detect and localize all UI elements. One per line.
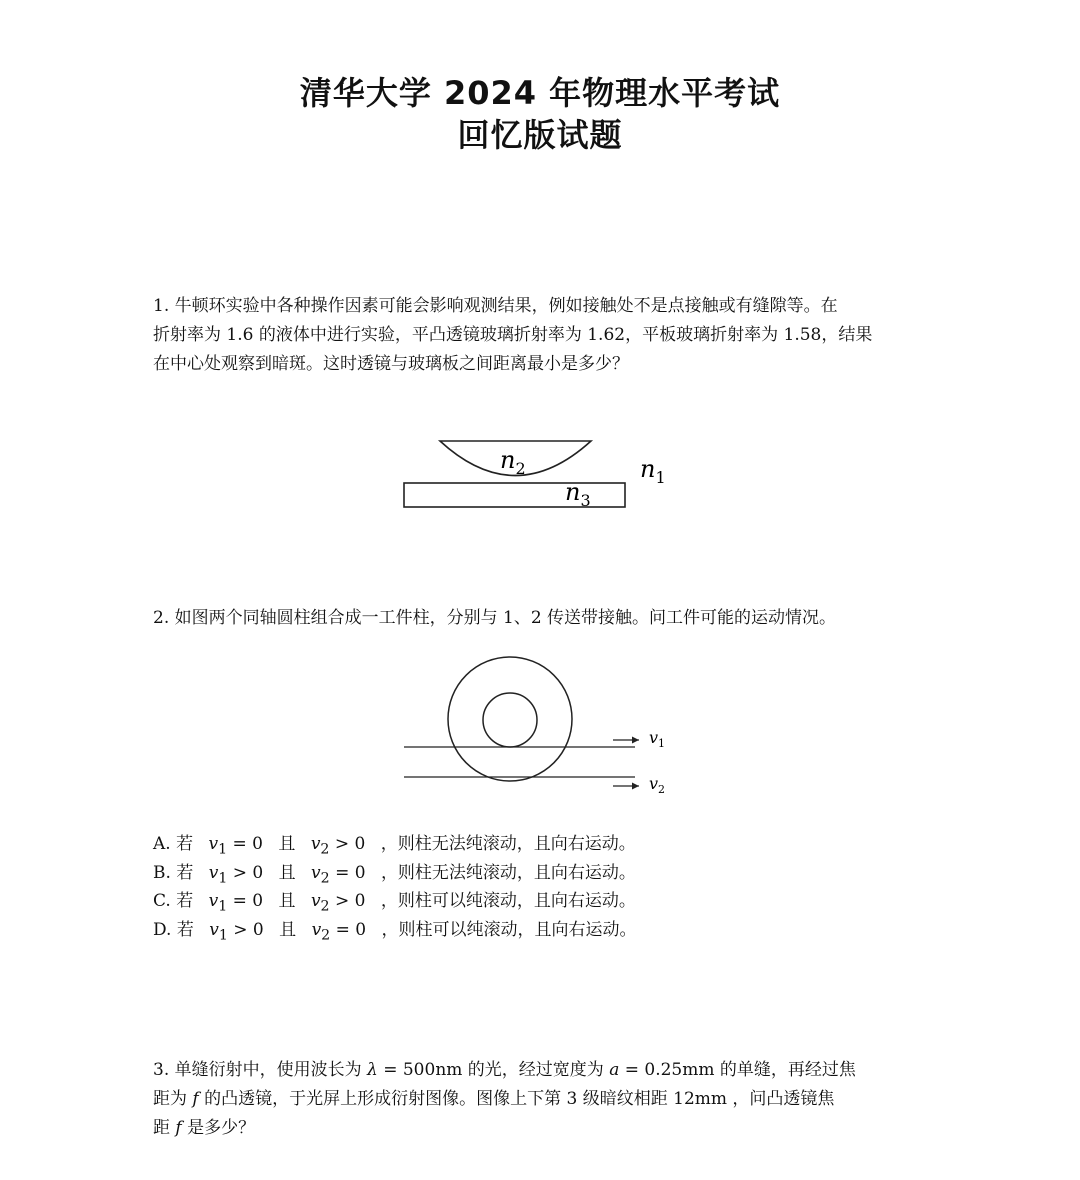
outer-cylinder [448,657,572,781]
plate-index-label: $n_3$ [565,478,591,510]
lens-index-label: $n_2$ [500,446,526,478]
question-1-line: 1. 牛顿环实验中各种操作因素可能会影响观测结果，例如接触处不是点接触或有缝隙等。在 [153,296,838,316]
question-3-line: 距 f 是多少？ [153,1118,256,1138]
newton-ring-diagram [395,430,685,520]
question-1-text [153,292,938,379]
belt-2-velocity-label: $v_2$ [649,774,666,796]
question-1-line: 折射率为 1.6 的液体中进行实验，平凸透镜玻璃折射率为 1.62，平板玻璃折射率为 1.58，结果 [153,325,873,345]
question-1-line: 在中心处观察到暗斑。这时透镜与玻璃板之间距离最小是多少？ [153,354,629,374]
question-3-line: 距为 f 的凸透镜，于光屏上形成衍射图像。图像上下第 3 级暗纹相距 12mm ，问凸透镜焦 [153,1089,835,1109]
question-3-text [153,1056,938,1143]
coaxial-cylinder-diagram [395,655,685,805]
option-a[interactable]: A. 若 $v_1 = 0$ 且 $v_2 > 0$ ，则柱无法纯滚动，且向右运动。 [153,834,636,858]
belt-1-arrow-head [632,737,639,744]
exam-subtitle: 回忆版试题 [457,116,623,154]
belt-1-velocity-label: $v_1$ [649,728,666,750]
option-c[interactable]: C. 若 $v_1 = 0$ 且 $v_2 > 0$ ，则柱可以纯滚动，且向右运动。 [153,891,636,915]
exam-title: 清华大学 2024 年物理水平考试 [299,74,781,112]
belt-2-arrow-head [632,783,639,790]
option-d[interactable]: D. 若 $v_1 > 0$ 且 $v_2 = 0$ ，则柱可以纯滚动，且向右运动。 [153,919,637,943]
question-2-text: 2. 如图两个同轴圆柱组合成一工件柱，分别与 1、2 传送带接触。问工件可能的运动情况。 [153,608,837,628]
liquid-index-label: $n_1$ [640,455,666,487]
option-b[interactable]: B. 若 $v_1 > 0$ 且 $v_2 = 0$ ，则柱无法纯滚动，且向右运动。 [153,862,636,886]
inner-cylinder [483,693,537,747]
question-2-options [153,830,938,944]
question-3-line: 3. 单缝衍射中，使用波长为 λ = 500nm 的光，经过宽度为 a = 0.25mm 的单缝，再经过焦 [153,1060,856,1080]
flat-glass-plate [404,483,625,507]
